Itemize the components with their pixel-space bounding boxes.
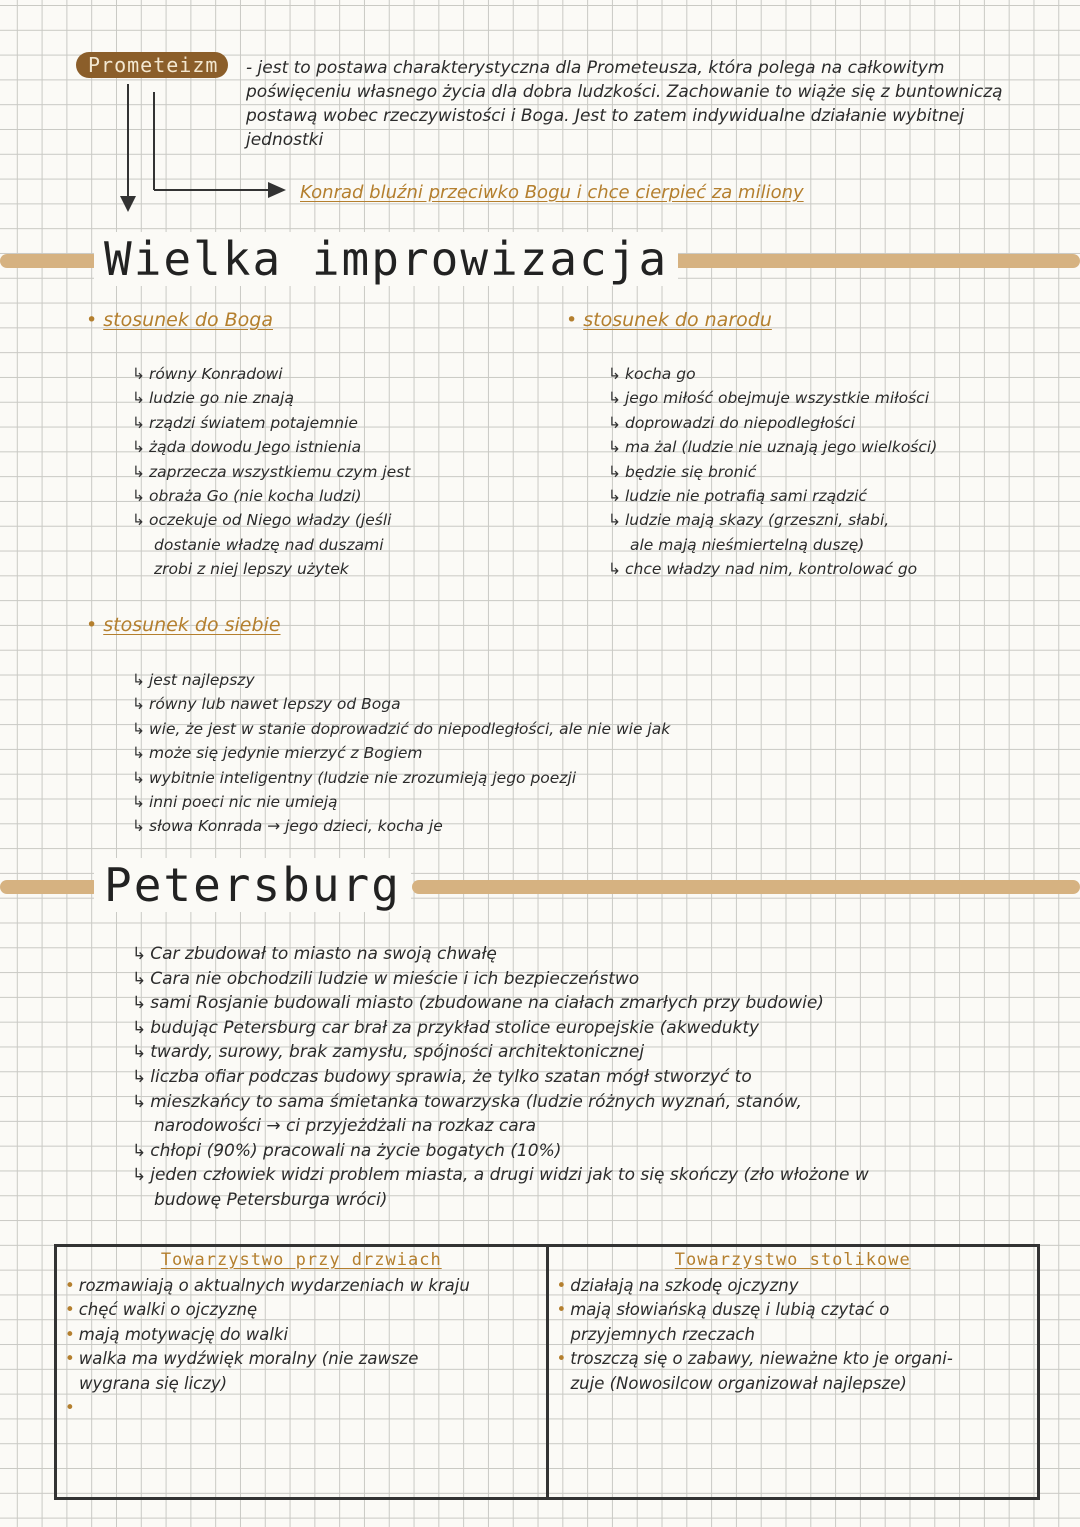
list-item: ↳ może się jedynie mierzyć z Bogiem bbox=[132, 744, 423, 763]
section-divider-right bbox=[618, 254, 1080, 268]
table-item: • mają słowiańską duszę i lubią czytać o bbox=[556, 1300, 890, 1320]
table-item: zuje (Nowosilcow organizował najlepsze) bbox=[570, 1373, 907, 1393]
list-item: ↳ zaprzecza wszystkiemu czym jest bbox=[132, 462, 411, 481]
prometeizm-konrad: Konrad bluźni przeciwko Bogu i chce cierpieć za miliony bbox=[300, 182, 804, 203]
list-item: ↳ równy lub nawet lepszy od Boga bbox=[132, 695, 401, 714]
list-item: ↳ chce władzy nad nim, kontrolować go bbox=[608, 560, 918, 579]
list-item: ↳ mieszkańcy to sama śmietanka towarzyska (ludzie różnych wyznań, stanów, bbox=[132, 1091, 802, 1112]
list-item: dostanie władzę nad duszami bbox=[154, 535, 384, 554]
list-item: ↳ żąda dowodu Jego istnienia bbox=[132, 438, 362, 457]
heading-stosunek-do-narodu: • stosunek do narodu bbox=[566, 309, 772, 331]
prometeizm-definition: - jest to postawa charakterystyczna dla Prometeusza, która polega na całkowitym poświęceniu własnego życia dla dobra ludzkości. Zachowanie to wiąże się z buntowniczą postawą wobec rzeczywistości i Boga. Jest to zatem indywidualne działanie wybitnej jednostki bbox=[246, 58, 1003, 150]
table-item: • działają na szkodę ojczyzny bbox=[556, 1276, 799, 1295]
section-divider-right bbox=[412, 880, 1080, 894]
list-item: ↳ rządzi światem potajemnie bbox=[132, 413, 358, 432]
table-heading-left: Towarzystwo przy drzwiach bbox=[160, 1250, 442, 1270]
list-item: ↳ jest najlepszy bbox=[132, 671, 255, 689]
table-column-right bbox=[546, 1247, 1038, 1497]
list-item: ↳ Car zbudował to miasto na swoją chwałę bbox=[132, 944, 497, 964]
table-item: • mają motywację do walki bbox=[65, 1324, 289, 1344]
prometeizm-arrows bbox=[110, 78, 300, 218]
heading-stosunek-do-siebie: • stosunek do siebie bbox=[86, 614, 281, 636]
list-item: ↳ wybitnie inteligentny (ludzie nie zrozumieją jego poezji bbox=[132, 768, 577, 787]
list-item: ↳ ludzie mają skazy (grzeszni, słabi, bbox=[608, 511, 890, 530]
list-item: ↳ chłopi (90%) pracowali na życie bogatych (10%) bbox=[132, 1140, 562, 1161]
table-item: • chęć walki o ojczyznę bbox=[65, 1300, 258, 1320]
prometeizm-label: Prometeizm bbox=[76, 52, 228, 78]
list-item: ↳ ludzie nie potrafią sami rządzić bbox=[608, 487, 867, 506]
list-item: ↳ Cara nie obchodzili ludzie w mieście i ich bezpieczeństwo bbox=[132, 968, 640, 989]
table-item: przyjemnych rzeczach bbox=[570, 1324, 755, 1344]
table-list-right bbox=[549, 1274, 1038, 1396]
list-item: ↳ kocha go bbox=[608, 365, 696, 383]
table-column-left bbox=[57, 1247, 546, 1497]
list-item: ↳ inni poeci nic nie umieją bbox=[132, 793, 338, 812]
list-item: ↳ ma żal (ludzie nie uznają jego wielkości) bbox=[608, 438, 938, 457]
list-item: ↳ równy Konradowi bbox=[132, 365, 283, 383]
list-item: ↳ jego miłość obejmuje wszystkie miłości bbox=[608, 389, 930, 408]
section-divider-left bbox=[0, 254, 100, 268]
list-stosunek-do-boga bbox=[132, 362, 410, 582]
heading-boga-text: stosunek do Boga bbox=[103, 309, 273, 331]
table-item: • walka ma wydźwięk moralny (nie zawsze bbox=[65, 1349, 419, 1369]
list-stosunek-do-siebie bbox=[132, 668, 670, 839]
list-stosunek-do-narodu bbox=[608, 362, 937, 582]
list-item: ↳ ludzie go nie znają bbox=[132, 389, 294, 408]
list-item: ↳ oczekuje od Niego władzy (jeśli bbox=[132, 511, 392, 530]
list-item: ↳ słowa Konrada → jego dzieci, kocha je bbox=[132, 817, 443, 836]
section-divider-left bbox=[0, 880, 100, 894]
list-item: ↳ wie, że jest w stanie doprowadzić do niepodległości, ale nie wie jak bbox=[132, 719, 671, 738]
list-item: budowę Petersburga wróci) bbox=[154, 1189, 388, 1210]
table-list-left bbox=[57, 1274, 546, 1420]
table-item: • troszczą się o zabawy, nieważne kto je organi- bbox=[556, 1349, 953, 1369]
list-item: ↳ liczba ofiar podczas budowy sprawia, że tylko szatan mógł stworzyć to bbox=[132, 1066, 752, 1087]
heading-stosunek-do-boga: • stosunek do Boga bbox=[86, 309, 273, 331]
table-item: • bbox=[65, 1398, 75, 1418]
list-item: ↳ sami Rosjanie budowali miasto (zbudowane na ciałach zmarłych przy budowie) bbox=[132, 993, 824, 1014]
list-item: ↳ budując Petersburg car brał za przykład stolice europejskie (akwedukty bbox=[132, 1017, 760, 1038]
list-item: ale mają nieśmiertelną duszę) bbox=[630, 535, 865, 554]
heading-siebie-text: stosunek do siebie bbox=[103, 614, 281, 636]
list-item: narodowości → ci przyjeżdżali na rozkaz cara bbox=[154, 1116, 537, 1137]
list-item: ↳ twardy, surowy, brak zamysłu, spójności architektonicznej bbox=[132, 1042, 645, 1063]
table-item: wygrana się liczy) bbox=[79, 1373, 228, 1393]
heading-narodu-text: stosunek do narodu bbox=[583, 309, 772, 331]
list-item: ↳ doprowadzi do niepodległości bbox=[608, 413, 855, 432]
list-item: ↳ obraża Go (nie kocha ludzi) bbox=[132, 487, 362, 506]
table-heading-right: Towarzystwo stolikowe bbox=[674, 1250, 911, 1270]
list-item: ↳ jeden człowiek widzi problem miasta, a drugi widzi jak to się skończy (zło włożone w bbox=[132, 1165, 869, 1186]
table-item: • rozmawiają o aktualnych wydarzeniach w kraju bbox=[65, 1276, 470, 1295]
list-petersburg bbox=[132, 942, 869, 1213]
section-title-petersburg: Petersburg bbox=[94, 858, 411, 912]
comparison-table bbox=[54, 1244, 1040, 1500]
section-title-improwizacja: Wielka improwizacja bbox=[94, 232, 678, 286]
list-item: ↳ będzie się bronić bbox=[608, 462, 757, 481]
list-item: zrobi z niej lepszy użytek bbox=[154, 560, 349, 579]
